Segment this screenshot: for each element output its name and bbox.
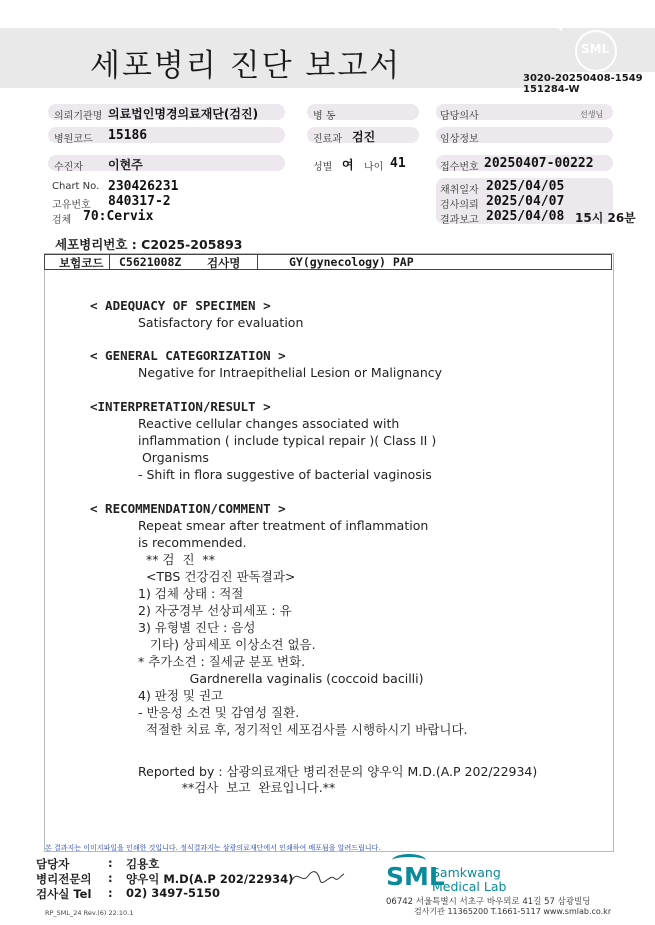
company-name-line2: Medical Lab xyxy=(432,879,507,894)
sex-label: 성별 xyxy=(313,162,333,173)
recommendation-line-7: 3) 유형별 진단 : 음성 xyxy=(138,620,256,635)
result-label: 결과보고 xyxy=(440,215,479,226)
patient-value: 이현주 xyxy=(108,158,143,172)
org-value: 의료법인명경의료재단(검진) xyxy=(108,107,259,121)
insurance-code-value: C5621008Z xyxy=(119,255,182,269)
signature-icon xyxy=(290,868,346,886)
tel-colon: : xyxy=(108,886,113,900)
recommendation-line-10: Gardnerella vaginalis (coccoid bacilli) xyxy=(138,671,424,686)
recommendation-line-5: 1) 검체 상태 : 적절 xyxy=(138,586,244,601)
report-code-line1: 3020-20250408-1549 xyxy=(523,73,643,84)
chart-value: 230426231 xyxy=(108,179,179,194)
manager-colon: : xyxy=(108,856,113,870)
attending-suffix: 선생님 xyxy=(580,110,604,119)
reported-by: Reported by : 삼광의료재단 병리전문의 양우익 M.D.(A.P 202/22934) xyxy=(138,764,538,779)
recommendation-line-8: 기타) 상피세포 이상소견 없음. xyxy=(138,637,316,652)
pathologist-colon: : xyxy=(108,871,113,885)
collection-value: 2025/04/05 xyxy=(486,179,565,194)
department-value: 검진 xyxy=(352,130,376,144)
result-value: 2025/04/08 xyxy=(486,209,565,224)
specimen-value: 70:Cervix xyxy=(83,209,154,224)
insurance-divider-1 xyxy=(109,255,110,269)
result-time: 15시 26분 xyxy=(575,211,636,225)
pathologist-label: 병리전문의 xyxy=(36,872,92,886)
report-code-line2: 151284-W xyxy=(523,84,580,95)
recommendation-line-12: - 반응성 소견 및 감염성 질환. xyxy=(138,705,300,720)
recommendation-line-1: Repeat smear after treatment of inflammation xyxy=(138,518,429,533)
recommendation-line-2: is recommended. xyxy=(138,535,247,550)
recommendation-line-11: 4) 판정 및 권고 xyxy=(138,688,224,703)
company-address: 06742 서울특별시 서초구 바우뫼로 41길 57 삼광빌딩 xyxy=(386,897,591,907)
test-name-label: 검사명 xyxy=(207,256,241,270)
specimen-label: 검체 xyxy=(52,215,72,226)
recommendation-line-3: ** 검 진 ** xyxy=(138,552,215,567)
insurance-row xyxy=(44,254,612,270)
recommendation-line-4: <TBS 건강검진 판독결과> xyxy=(138,569,296,584)
pathologist-value: 양우익 M.D(A.P 202/22934) xyxy=(126,872,294,886)
general-text: Negative for Intraepithelial Lesion or Malignancy xyxy=(138,365,443,380)
report-complete: **검사 보고 완료입니다.** xyxy=(138,780,336,795)
reception-value: 20250407-00222 xyxy=(484,156,594,171)
manager-label: 담당자 xyxy=(36,857,70,871)
company-name xyxy=(432,866,506,894)
clinical-label: 임상정보 xyxy=(440,134,479,145)
recommendation-line-9: * 추가소견 : 질세균 분포 변화. xyxy=(138,654,306,669)
report-code xyxy=(523,73,643,95)
hospital-code-value: 15186 xyxy=(108,128,148,143)
unique-value: 840317-2 xyxy=(108,194,171,209)
adequacy-heading: < ADEQUACY OF SPECIMEN > xyxy=(90,298,271,313)
interpretation-line-4: - Shift in flora suggestive of bacterial vaginosis xyxy=(138,467,432,482)
interpretation-heading: <INTERPRETATION/RESULT > xyxy=(90,399,271,414)
insurance-divider-2 xyxy=(257,255,258,269)
general-heading: < GENERAL CATEGORIZATION > xyxy=(90,348,286,363)
report-title: 세포병리 진단 보고서 xyxy=(90,48,402,84)
manager-value: 김용호 xyxy=(126,857,160,871)
request-label: 검사의뢰 xyxy=(440,200,479,211)
hospital-code-label: 병원코드 xyxy=(54,134,93,145)
interpretation-line-3: Organisms xyxy=(138,450,209,465)
insurance-code-label: 보험코드 xyxy=(59,256,104,270)
org-label: 의뢰기관명 xyxy=(54,111,103,122)
tel-label: 검사실 Tel xyxy=(36,887,92,901)
department-label: 진료과 xyxy=(313,134,342,145)
patient-pill xyxy=(48,155,285,171)
tel-value: 02) 3497-5150 xyxy=(126,886,221,900)
interpretation-line-1: Reactive cellular changes associated with xyxy=(138,416,400,431)
recommendation-line-6: 2) 자궁경부 선상피세포 : 유 xyxy=(138,603,292,618)
institution-info: 검사기관 11365200 T.1661-5117 www.smlab.co.kr xyxy=(414,907,612,916)
collection-label: 채취일자 xyxy=(440,185,479,196)
request-value: 2025/04/07 xyxy=(486,194,565,209)
recommendation-heading: < RECOMMENDATION/COMMENT > xyxy=(90,501,286,516)
form-code: RP_SML_24 Rev.(6) 22.10.1 xyxy=(45,909,134,917)
attending-label: 담당의사 xyxy=(440,111,479,122)
ward-label: 병 동 xyxy=(313,111,336,122)
patient-label: 수진자 xyxy=(54,162,83,173)
recommendation-line-13: 적절한 치료 후, 정기적인 세포검사를 시행하시기 바랍니다. xyxy=(138,722,468,737)
interpretation-line-2: inflammation ( include typical repair )( Class II ) xyxy=(138,433,437,448)
reception-label: 접수번호 xyxy=(440,162,479,173)
chart-label: Chart No. xyxy=(52,181,100,192)
pathology-number: 세포병리번호 : C2025-205893 xyxy=(55,237,243,252)
test-name-value: GY(gynecology) PAP xyxy=(289,255,414,269)
unique-label: 고유번호 xyxy=(52,200,91,211)
header-logo-text: SML xyxy=(581,42,610,56)
company-logo: SML xyxy=(386,862,445,891)
adequacy-text: Satisfactory for evaluation xyxy=(138,315,304,330)
age-value: 41 xyxy=(390,156,406,171)
footer-note: 본 결과지는 이미지파일을 인쇄한 것입니다. 정식결과지는 삼광의료재단에서 인쇄하여 배포됨을 알려드립니다. xyxy=(45,844,381,852)
sex-value: 여 xyxy=(342,158,354,172)
age-label: 나이 xyxy=(364,162,384,173)
company-name-line1: Samkwang xyxy=(432,865,501,880)
